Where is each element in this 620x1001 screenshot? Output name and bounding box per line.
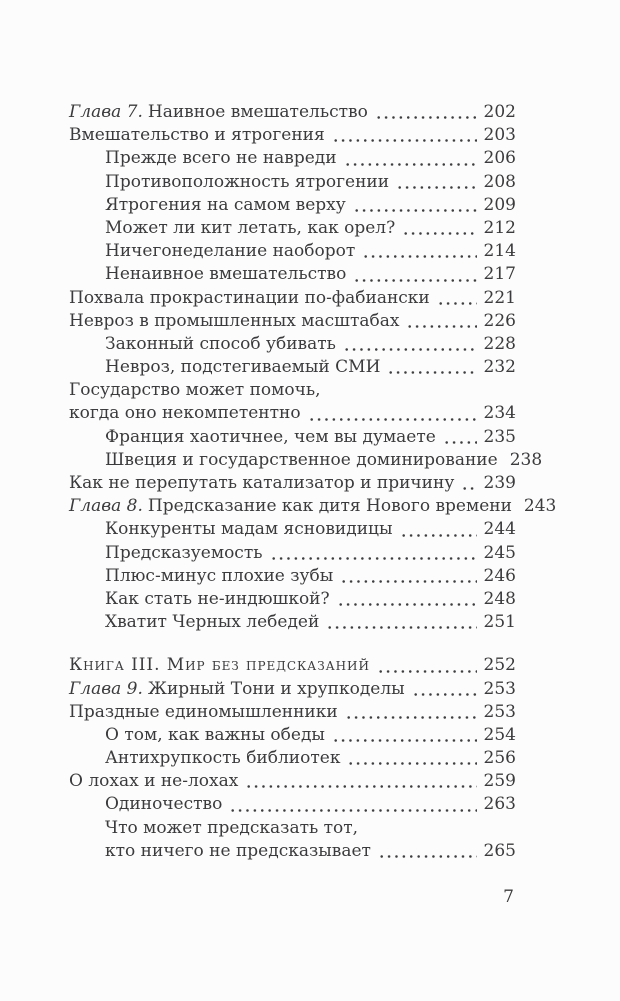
toc-entry xyxy=(69,565,516,588)
toc-entry-label: Плюс-минус плохие зубы xyxy=(105,565,334,586)
toc-entry xyxy=(69,678,516,701)
dot-leader xyxy=(345,747,476,770)
toc-entry xyxy=(69,171,516,194)
toc-entry xyxy=(69,263,516,286)
dot-leader xyxy=(351,263,476,286)
dot-leader xyxy=(410,678,477,701)
toc-entry-label: Ненаивное вмешательство xyxy=(105,264,347,285)
dot-leader xyxy=(398,518,477,541)
dot-leader xyxy=(375,654,477,677)
dot-leader xyxy=(394,171,476,194)
toc-entry-label: Наивное вмешательство xyxy=(147,102,368,122)
toc-entry-label: Ятрогения на самом верху xyxy=(105,194,346,215)
toc-entry-label: Как не перепутать катализатор и причину xyxy=(69,473,455,493)
chapter-number-prefix: Глава 8. xyxy=(69,496,143,517)
toc-page-number: 259 xyxy=(483,771,516,792)
toc-entry xyxy=(69,101,516,124)
toc-page-number: 252 xyxy=(483,655,516,676)
dot-leader xyxy=(330,724,477,747)
toc-page-number: 221 xyxy=(483,287,516,308)
toc-entry xyxy=(69,793,516,816)
toc-entry-label: кто ничего не предсказывает xyxy=(105,840,371,861)
toc-entry-label: Прежде всего не навреди xyxy=(105,148,337,169)
toc-entry xyxy=(69,611,516,634)
dot-leader xyxy=(341,333,477,356)
toc-page-number: 248 xyxy=(483,588,516,609)
dot-leader xyxy=(385,356,476,379)
toc-page-number: 246 xyxy=(483,565,516,586)
dot-leader xyxy=(227,793,476,816)
toc-page-number: 208 xyxy=(483,171,516,192)
toc-entry-label: Одиночество xyxy=(105,794,223,815)
dot-leader xyxy=(330,124,477,147)
toc-entry xyxy=(69,333,516,356)
toc-entry-label: Невроз в промышленных масштабах xyxy=(69,310,400,331)
toc-page-number: 254 xyxy=(483,724,516,745)
toc-page-number: 217 xyxy=(483,264,516,285)
toc-entry-label: Как стать не-индюшкой? xyxy=(105,588,330,609)
toc-entry-label: Франция хаотичнее, чем вы думаете xyxy=(105,426,436,447)
toc-page-number: 256 xyxy=(483,748,516,769)
toc-entry-label: О том, как важны обеды xyxy=(105,724,325,745)
toc-entry xyxy=(69,426,516,449)
dot-leader xyxy=(435,287,477,310)
toc-entry-label: Антихрупкость библиотек xyxy=(105,748,341,769)
toc-page-number: 206 xyxy=(483,148,516,169)
toc-entry-label: Вмешательство и ятрогения xyxy=(69,125,325,146)
toc-entry xyxy=(69,147,516,170)
toc-entry-label: Жирный Тони и хрупкоделы xyxy=(147,678,405,699)
toc-entry xyxy=(69,701,516,724)
dot-leader xyxy=(324,611,476,634)
toc-entry xyxy=(69,770,516,793)
toc-entry-label: когда оно некомпетентно xyxy=(69,403,301,424)
dot-leader xyxy=(360,240,476,263)
toc-entry xyxy=(69,542,516,565)
toc-entry-label: Предсказание как дитя Нового времени xyxy=(147,496,512,517)
dot-leader xyxy=(342,147,477,170)
dot-leader xyxy=(338,565,476,588)
toc-entry xyxy=(69,449,543,472)
toc-page-number: 238 xyxy=(509,449,543,470)
toc-page-number: 234 xyxy=(483,403,516,424)
toc-page-number: 239 xyxy=(483,473,516,493)
toc-entry xyxy=(69,518,516,541)
toc-entry xyxy=(69,495,557,518)
toc-page-number: 212 xyxy=(483,217,516,238)
toc-entry-label: Конкуренты мадам ясновидицы xyxy=(105,519,393,540)
toc-entry xyxy=(69,724,516,747)
toc-entry-label: Может ли кит летать, как орел? xyxy=(105,217,396,238)
toc-entry-label: Хватит Черных лебедей xyxy=(105,612,320,633)
toc-page-number: 232 xyxy=(483,357,516,378)
toc-entry xyxy=(69,217,516,240)
toc-page-number: 226 xyxy=(483,310,516,331)
dot-leader xyxy=(459,472,476,495)
toc-entry-label: Законный способ убивать xyxy=(105,333,336,354)
toc-entry-label: Предсказуемость xyxy=(105,542,263,563)
toc-entry-label: О лохах и не-лохах xyxy=(69,771,239,792)
toc-entry-label: Что может предсказать тот, xyxy=(105,817,359,838)
toc-entry-label: Ничегонеделание наоборот xyxy=(105,241,356,262)
toc-entry-label: Невроз, подстегиваемый СМИ xyxy=(105,357,381,378)
toc-page-number: 203 xyxy=(483,125,516,146)
toc-entry-label: Похвала прокрастинации по-фабиански xyxy=(69,287,430,308)
toc-page-number: 251 xyxy=(483,612,516,633)
toc-entry xyxy=(69,310,516,333)
toc-entry-label: Противоположность ятрогении xyxy=(105,171,390,192)
toc-page-number: 235 xyxy=(483,426,516,447)
toc-entry-label: Швеция и государственное доминирование xyxy=(105,449,498,470)
dot-leader xyxy=(351,194,477,217)
dot-leader xyxy=(404,310,476,333)
toc-page-number: 209 xyxy=(483,194,516,215)
chapter-number-prefix: Глава 7. xyxy=(69,102,143,122)
toc-entry xyxy=(69,588,516,611)
toc-entry xyxy=(69,840,516,863)
dot-leader xyxy=(441,426,477,449)
toc-entry xyxy=(69,124,516,147)
toc-entry xyxy=(69,379,516,402)
page-folio-number: 7 xyxy=(503,887,514,907)
toc-page-number: 214 xyxy=(483,241,516,262)
dot-leader xyxy=(243,770,476,793)
toc-page-number: 253 xyxy=(483,701,516,722)
toc-page-number: 243 xyxy=(523,496,557,517)
dot-leader xyxy=(376,840,477,863)
toc-entry-label: Государство может помочь, xyxy=(69,380,321,401)
dot-leader xyxy=(343,701,477,724)
toc-page-number: 202 xyxy=(483,102,516,122)
dot-leader xyxy=(400,217,476,240)
toc-entry-label: Праздные единомышленники xyxy=(69,701,338,722)
table-of-contents xyxy=(69,101,557,863)
toc-page-number: 228 xyxy=(483,333,516,354)
toc-entry xyxy=(69,402,516,425)
toc-entry xyxy=(69,194,516,217)
toc-page-number: 244 xyxy=(483,519,516,540)
toc-entry xyxy=(69,747,516,770)
toc-entry-label: Книга III. Мир без предсказаний xyxy=(69,655,370,676)
toc-page-number: 263 xyxy=(483,794,516,815)
chapter-number-prefix: Глава 9. xyxy=(69,678,143,699)
dot-leader xyxy=(268,542,477,565)
dot-leader xyxy=(306,402,477,425)
toc-page-number: 253 xyxy=(483,678,516,699)
toc-entry xyxy=(69,356,516,379)
toc-entry xyxy=(69,240,516,263)
toc-entry xyxy=(69,472,516,495)
dot-leader xyxy=(373,101,477,124)
toc-page-number: 245 xyxy=(483,542,516,563)
dot-leader xyxy=(335,588,477,611)
toc-book-entry xyxy=(69,654,516,677)
toc-page-number: 265 xyxy=(483,840,516,861)
toc-entry xyxy=(69,287,516,310)
toc-entry xyxy=(69,817,516,840)
